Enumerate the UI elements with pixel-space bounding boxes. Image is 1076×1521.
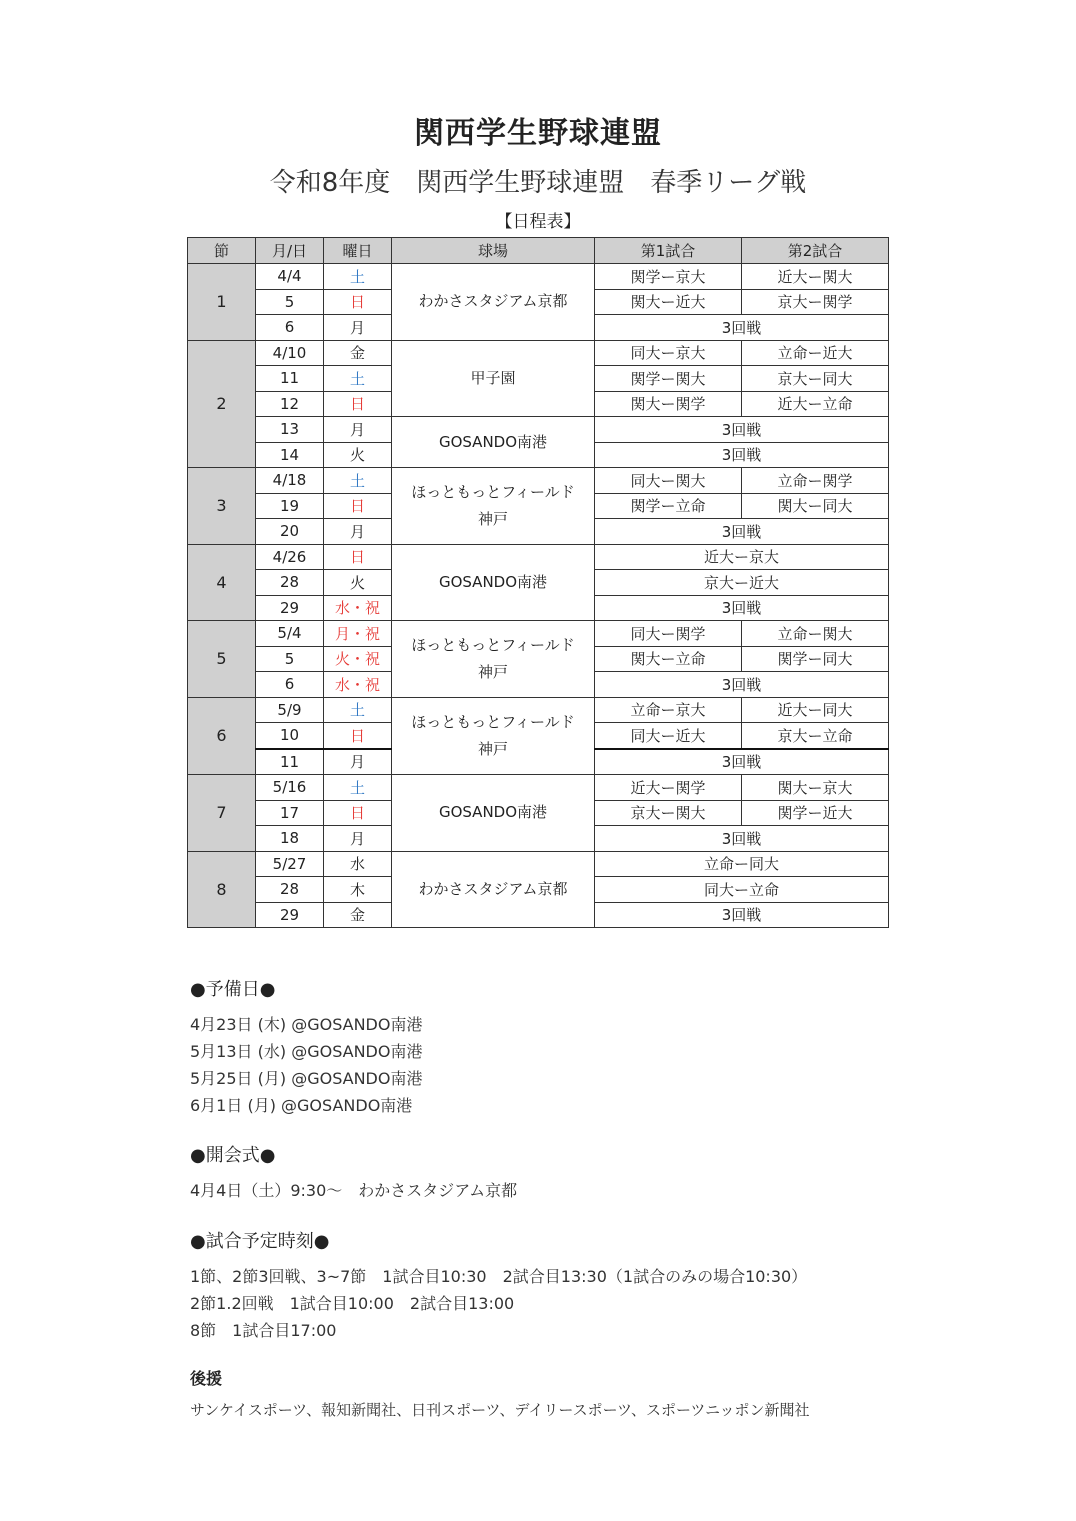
date-cell: 11 <box>256 366 324 392</box>
stadium-cell: GOSANDO南港 <box>392 544 595 621</box>
reserve-days-heading: ●予備日● <box>190 979 276 1000</box>
game1-cell: 関学ー京大 <box>595 264 742 290</box>
weekday-cell: 木 <box>324 877 392 903</box>
weekday-cell: 日 <box>324 391 392 417</box>
game1-cell: 関学ー立命 <box>595 493 742 519</box>
game2-cell: 近大ー同大 <box>742 697 889 723</box>
game2-cell: 関学ー同大 <box>742 646 889 672</box>
reserve-day-line: 4月23日 (木) @GOSANDO南港 <box>190 1015 423 1034</box>
setsu-cell: 3 <box>188 468 256 545</box>
game2-cell: 立命ー関学 <box>742 468 889 494</box>
setsu-cell: 6 <box>188 697 256 775</box>
date-cell: 28 <box>256 570 324 596</box>
header-setsu: 節 <box>188 238 256 264</box>
date-cell: 5/4 <box>256 621 324 647</box>
single-game-cell: 3回戦 <box>595 519 889 545</box>
date-cell: 5 <box>256 646 324 672</box>
single-game-cell: 立命ー同大 <box>595 851 889 877</box>
weekday-cell: 水・祝 <box>324 595 392 621</box>
reserve-day-line: 6月1日 (月) @GOSANDO南港 <box>190 1096 413 1115</box>
weekday-cell: 土 <box>324 697 392 723</box>
date-cell: 5/16 <box>256 775 324 801</box>
game2-cell: 近大ー立命 <box>742 391 889 417</box>
weekday-cell: 月 <box>324 826 392 852</box>
game2-cell: 関学ー近大 <box>742 800 889 826</box>
schedule-table <box>187 237 889 928</box>
header-stadium: 球場 <box>392 238 595 264</box>
game1-cell: 同大ー近大 <box>595 723 742 749</box>
stadium-line: 神戸 <box>477 662 508 681</box>
weekday-cell: 月 <box>324 417 392 443</box>
table-row <box>188 264 889 290</box>
date-cell: 29 <box>256 595 324 621</box>
weekday-cell: 水 <box>324 851 392 877</box>
weekday-cell: 火・祝 <box>324 646 392 672</box>
date-cell: 5 <box>256 289 324 315</box>
game2-cell: 京大ー同大 <box>742 366 889 392</box>
weekday-cell: 土 <box>324 366 392 392</box>
single-game-cell: 3回戦 <box>595 826 889 852</box>
game2-cell: 京大ー関学 <box>742 289 889 315</box>
opening-ceremony-heading: ●開会式● <box>190 1145 276 1166</box>
game2-cell: 関大ー京大 <box>742 775 889 801</box>
single-game-cell: 3回戦 <box>595 749 889 775</box>
stadium-cell: GOSANDO南港 <box>392 417 595 468</box>
date-cell: 5/9 <box>256 697 324 723</box>
weekday-cell: 土 <box>324 264 392 290</box>
table-row <box>188 417 889 443</box>
date-cell: 4/10 <box>256 340 324 366</box>
weekday-cell: 日 <box>324 493 392 519</box>
date-cell: 12 <box>256 391 324 417</box>
weekday-cell: 月 <box>324 519 392 545</box>
weekday-cell: 月 <box>324 749 392 775</box>
game2-cell: 近大ー関大 <box>742 264 889 290</box>
game1-cell: 立命ー京大 <box>595 697 742 723</box>
opening-ceremony-line: 4月4日（土）9:30～ わかさスタジアム京都 <box>190 1181 518 1200</box>
table-row <box>188 851 889 877</box>
game1-cell: 京大ー関大 <box>595 800 742 826</box>
table-header-row <box>188 238 889 264</box>
reserve-day-line: 5月25日 (月) @GOSANDO南港 <box>190 1069 423 1088</box>
single-game-cell: 3回戦 <box>595 442 889 468</box>
date-cell: 13 <box>256 417 324 443</box>
header-game2: 第2試合 <box>742 238 889 264</box>
game1-cell: 同大ー関大 <box>595 468 742 494</box>
game-time-line: 8節 1試合目17:00 <box>190 1321 337 1340</box>
stadium-line: ほっともっとフィールド <box>411 635 575 654</box>
game1-cell: 関大ー近大 <box>595 289 742 315</box>
weekday-cell: 日 <box>324 800 392 826</box>
date-cell: 5/27 <box>256 851 324 877</box>
table-row <box>188 621 889 647</box>
stadium-cell: GOSANDO南港 <box>392 775 595 852</box>
stadium-cell <box>392 621 595 698</box>
date-cell: 4/4 <box>256 264 324 290</box>
stadium-cell: わかさスタジアム京都 <box>392 851 595 928</box>
single-game-cell: 同大ー立命 <box>595 877 889 903</box>
schedule-caption: 【日程表】 <box>495 212 581 232</box>
game-time-line: 1節、2節3回戦、3~7節 1試合目10:30 2試合目13:30（1試合のみの場合10:30） <box>190 1267 808 1286</box>
game2-cell: 立命ー関大 <box>742 621 889 647</box>
stadium-line: 神戸 <box>477 739 508 758</box>
header-weekday: 曜日 <box>324 238 392 264</box>
setsu-cell: 8 <box>188 851 256 928</box>
setsu-cell: 5 <box>188 621 256 698</box>
stadium-cell <box>392 697 595 775</box>
opening-ceremony-section <box>190 1141 517 1204</box>
single-game-cell: 3回戦 <box>595 902 889 928</box>
weekday-cell: 火 <box>324 442 392 468</box>
weekday-cell: 金 <box>324 340 392 366</box>
game2-cell: 立命ー近大 <box>742 340 889 366</box>
date-cell: 20 <box>256 519 324 545</box>
game1-cell: 同大ー京大 <box>595 340 742 366</box>
single-game-cell: 3回戦 <box>595 417 889 443</box>
game1-cell: 同大ー関学 <box>595 621 742 647</box>
date-cell: 10 <box>256 723 324 749</box>
stadium-line: ほっともっとフィールド <box>411 712 575 731</box>
stadium-cell <box>392 468 595 545</box>
weekday-cell: 火 <box>324 570 392 596</box>
reserve-days-section <box>190 975 422 1119</box>
date-cell: 19 <box>256 493 324 519</box>
weekday-cell: 月 <box>324 315 392 341</box>
sponsor-heading: 後援 <box>190 1369 223 1388</box>
weekday-cell: 日 <box>324 723 392 749</box>
sponsor-section <box>190 1366 810 1424</box>
weekday-cell: 水・祝 <box>324 672 392 698</box>
table-row <box>188 775 889 801</box>
page-subtitle: 令和8年度 関西学生野球連盟 春季リーグ戦 <box>269 168 807 198</box>
game-times-heading: ●試合予定時刻● <box>190 1231 330 1252</box>
date-cell: 18 <box>256 826 324 852</box>
stadium-line: ほっともっとフィールド <box>411 482 575 501</box>
date-cell: 11 <box>256 749 324 775</box>
weekday-cell: 金 <box>324 902 392 928</box>
game2-cell: 京大ー立命 <box>742 723 889 749</box>
date-cell: 14 <box>256 442 324 468</box>
game1-cell: 関大ー関学 <box>595 391 742 417</box>
single-game-cell: 3回戦 <box>595 595 889 621</box>
date-cell: 4/18 <box>256 468 324 494</box>
setsu-cell: 1 <box>188 264 256 341</box>
game-time-line: 2節1.2回戦 1試合目10:00 2試合目13:00 <box>190 1294 515 1313</box>
weekday-cell: 月・祝 <box>324 621 392 647</box>
date-cell: 6 <box>256 315 324 341</box>
single-game-cell: 近大ー京大 <box>595 544 889 570</box>
table-row <box>188 697 889 723</box>
table-row <box>188 340 889 366</box>
date-cell: 6 <box>256 672 324 698</box>
game1-cell: 近大ー関学 <box>595 775 742 801</box>
stadium-cell: 甲子園 <box>392 340 595 417</box>
weekday-cell: 土 <box>324 775 392 801</box>
page-title: 関西学生野球連盟 <box>414 116 662 151</box>
stadium-cell: わかさスタジアム京都 <box>392 264 595 341</box>
single-game-cell: 京大ー近大 <box>595 570 889 596</box>
game1-cell: 関学ー関大 <box>595 366 742 392</box>
table-row <box>188 544 889 570</box>
single-game-cell: 3回戦 <box>595 315 889 341</box>
setsu-cell: 7 <box>188 775 256 852</box>
game-times-section <box>190 1227 807 1344</box>
setsu-cell: 2 <box>188 340 256 468</box>
setsu-cell: 4 <box>188 544 256 621</box>
header-date: 月/日 <box>256 238 324 264</box>
weekday-cell: 日 <box>324 289 392 315</box>
game2-cell: 関大ー同大 <box>742 493 889 519</box>
stadium-line: 神戸 <box>477 509 508 528</box>
weekday-cell: 日 <box>324 544 392 570</box>
date-cell: 17 <box>256 800 324 826</box>
date-cell: 28 <box>256 877 324 903</box>
single-game-cell: 3回戦 <box>595 672 889 698</box>
weekday-cell: 土 <box>324 468 392 494</box>
table-row <box>188 468 889 494</box>
date-cell: 29 <box>256 902 324 928</box>
reserve-day-line: 5月13日 (水) @GOSANDO南港 <box>190 1042 423 1061</box>
sponsor-line: サンケイスポーツ、報知新聞社、日刊スポーツ、デイリースポーツ、スポーツニッポン新聞社 <box>190 1401 810 1419</box>
date-cell: 4/26 <box>256 544 324 570</box>
game1-cell: 関大ー立命 <box>595 646 742 672</box>
header-game1: 第1試合 <box>595 238 742 264</box>
